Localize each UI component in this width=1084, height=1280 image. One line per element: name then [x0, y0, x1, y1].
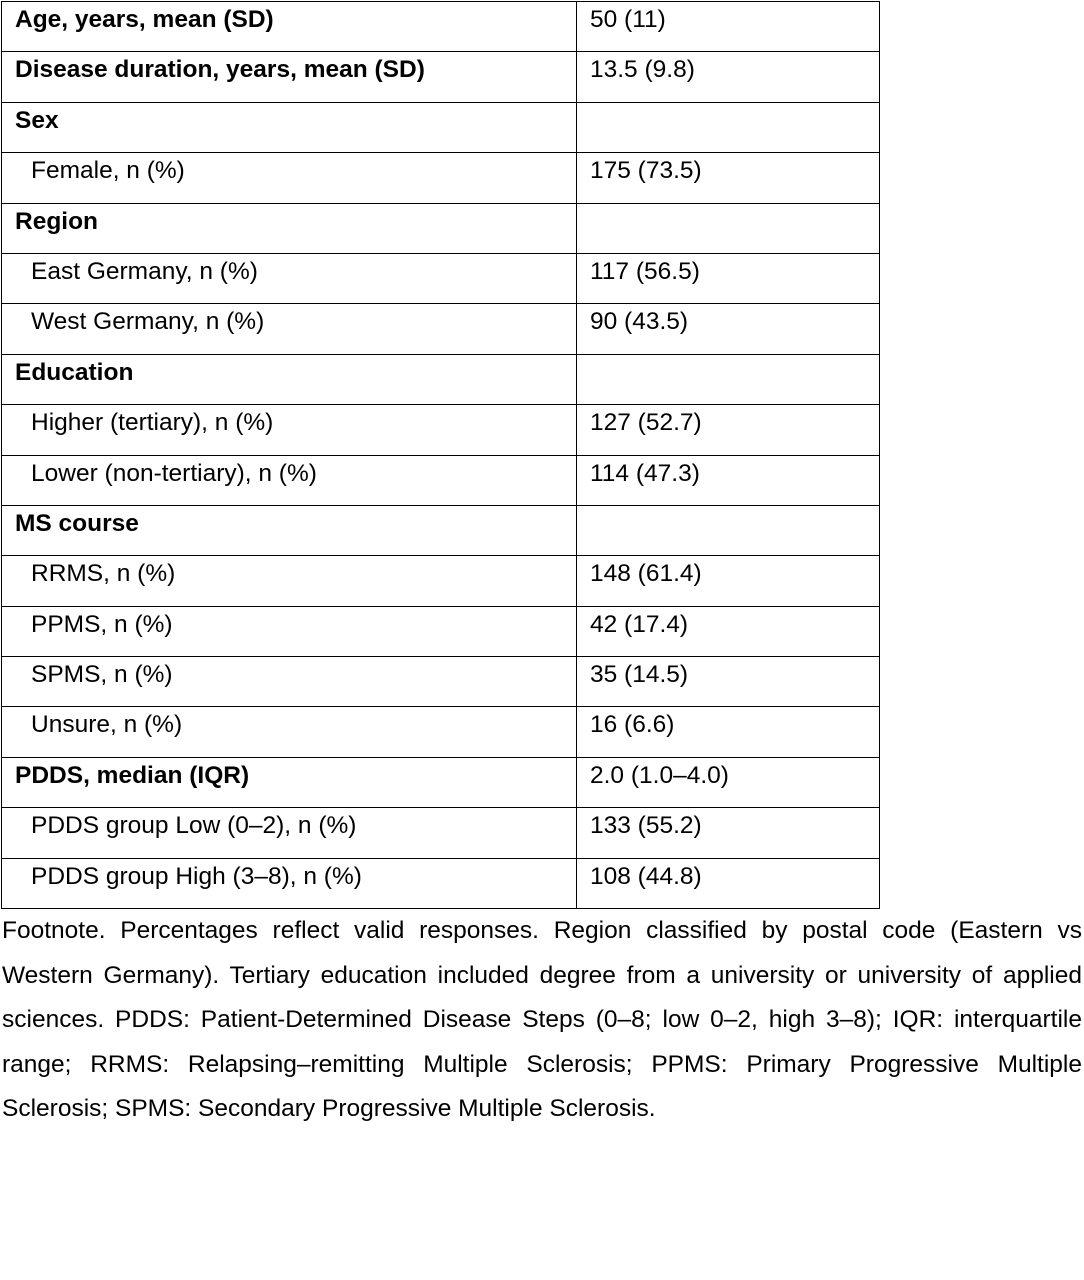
table-row — [2, 707, 880, 757]
row-label: East Germany, n (%) — [2, 253, 577, 303]
row-value: 50 (11) — [577, 2, 880, 52]
table-row — [2, 606, 880, 656]
row-value: 114 (47.3) — [577, 455, 880, 505]
row-label: Education — [2, 354, 577, 404]
row-value — [577, 203, 880, 253]
row-label: PDDS group Low (0–2), n (%) — [2, 808, 577, 858]
row-value — [577, 102, 880, 152]
table-row — [2, 858, 880, 908]
row-label: Region — [2, 203, 577, 253]
row-value: 42 (17.4) — [577, 606, 880, 656]
row-value: 133 (55.2) — [577, 808, 880, 858]
table-row — [2, 304, 880, 354]
row-label: Higher (tertiary), n (%) — [2, 405, 577, 455]
row-label: Unsure, n (%) — [2, 707, 577, 757]
table-row — [2, 405, 880, 455]
row-label: Disease duration, years, mean (SD) — [2, 52, 577, 102]
row-value: 148 (61.4) — [577, 556, 880, 606]
row-value: 90 (43.5) — [577, 304, 880, 354]
row-value: 16 (6.6) — [577, 707, 880, 757]
table-row — [2, 657, 880, 707]
row-value: 127 (52.7) — [577, 405, 880, 455]
row-label: West Germany, n (%) — [2, 304, 577, 354]
row-value: 108 (44.8) — [577, 858, 880, 908]
table-footnote: Footnote. Percentages reflect valid responses. Region classified by postal code (Eastern vs Western Germany). Tertiary education included degree from a university or university of applied sciences. PDDS: Patient-Determined Disease Steps (0–8; low 0–2, high 3–8); IQR: interquartile range; RRMS: Relapsing–remitting Multiple Sclerosis; PPMS: Primary Progressive Multiple Sclerosis; SPMS: Secondary Progressive Multiple Sclerosis. — [2, 917, 1082, 1122]
row-value — [577, 354, 880, 404]
table-row — [2, 808, 880, 858]
row-label: MS course — [2, 505, 577, 555]
table-row-heading — [2, 102, 880, 152]
row-label: Female, n (%) — [2, 153, 577, 203]
table-row-heading — [2, 203, 880, 253]
row-label: PDDS group High (3–8), n (%) — [2, 858, 577, 908]
table-row-heading — [2, 757, 880, 807]
table-row-heading — [2, 354, 880, 404]
table-row-heading — [2, 2, 880, 52]
row-value: 175 (73.5) — [577, 153, 880, 203]
table-row — [2, 253, 880, 303]
row-label: SPMS, n (%) — [2, 657, 577, 707]
row-label: Lower (non-tertiary), n (%) — [2, 455, 577, 505]
table-row — [2, 153, 880, 203]
row-value: 117 (56.5) — [577, 253, 880, 303]
demographics-table-body — [2, 2, 880, 909]
row-value: 2.0 (1.0–4.0) — [577, 757, 880, 807]
demographics-table — [1, 1, 880, 909]
table-row-heading — [2, 505, 880, 555]
table-row-heading — [2, 52, 880, 102]
row-value — [577, 505, 880, 555]
row-value: 35 (14.5) — [577, 657, 880, 707]
row-label: RRMS, n (%) — [2, 556, 577, 606]
row-label: Age, years, mean (SD) — [2, 2, 577, 52]
table-row — [2, 455, 880, 505]
row-label: Sex — [2, 102, 577, 152]
row-label: PDDS, median (IQR) — [2, 757, 577, 807]
row-label: PPMS, n (%) — [2, 606, 577, 656]
row-value: 13.5 (9.8) — [577, 52, 880, 102]
table-row — [2, 556, 880, 606]
